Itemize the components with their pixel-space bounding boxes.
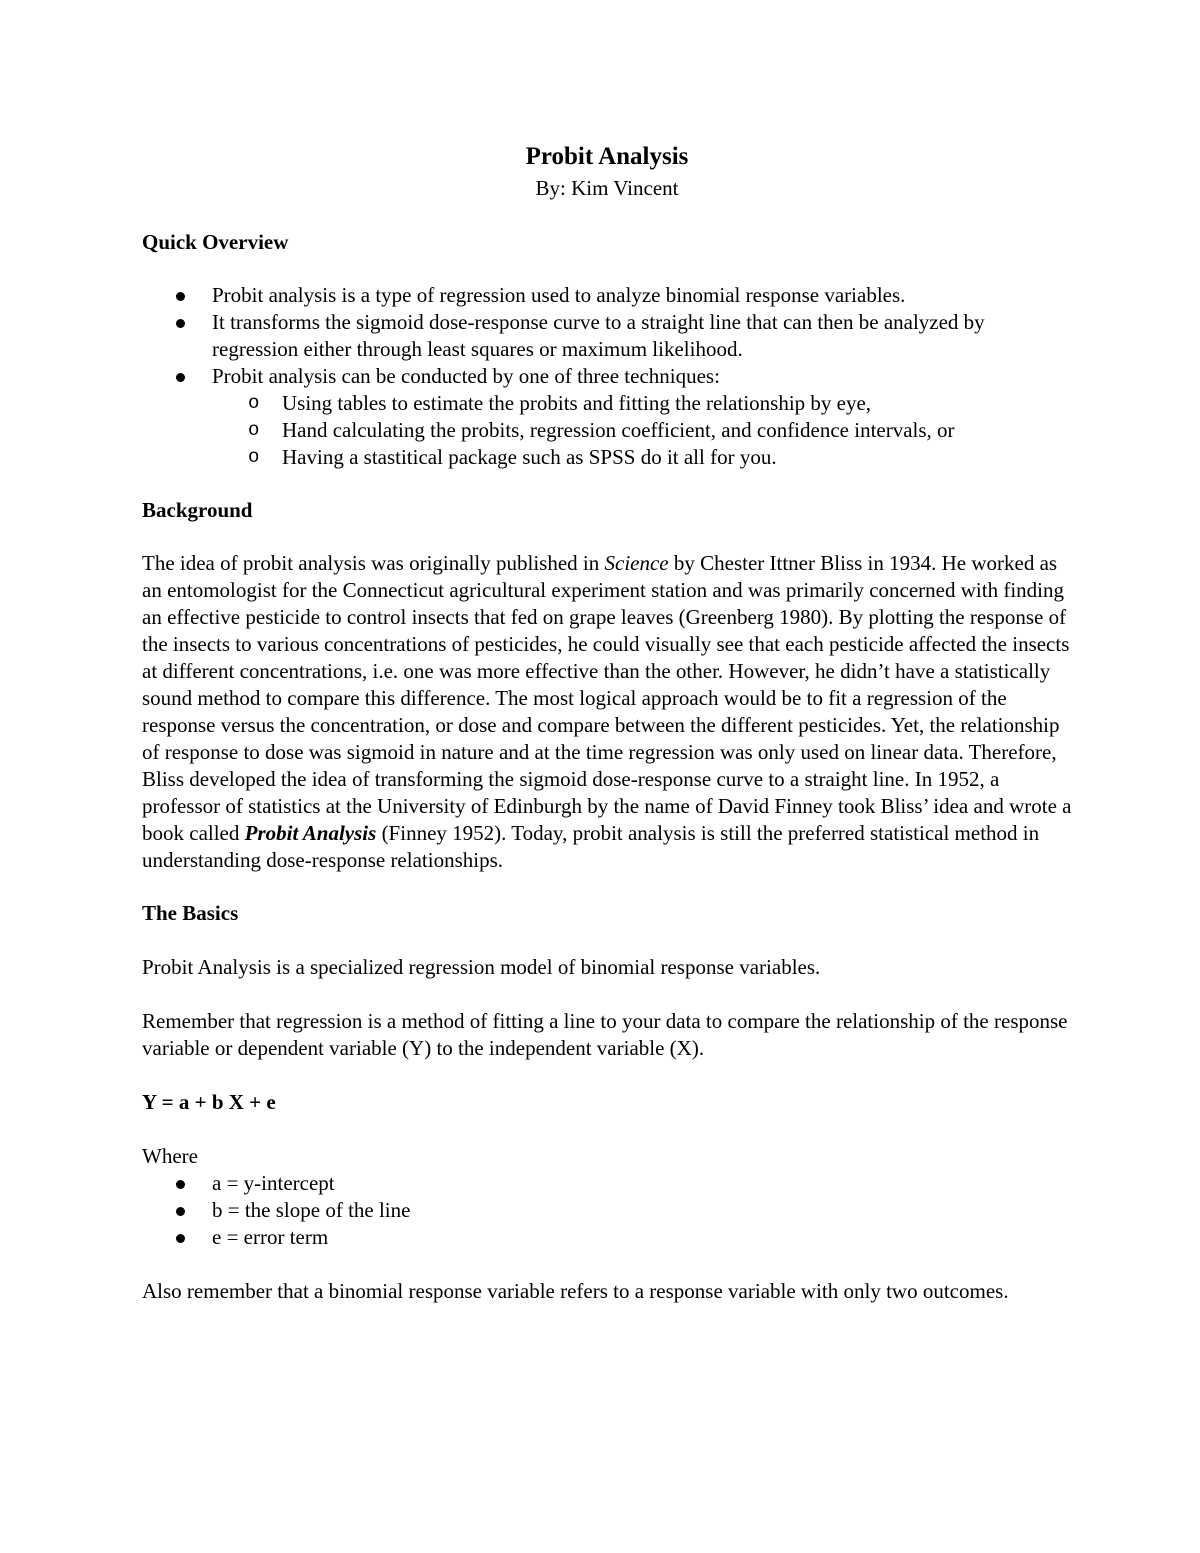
terms-list	[142, 1170, 1072, 1251]
section-heading-overview: Quick Overview	[142, 230, 289, 254]
list-item	[142, 282, 1072, 309]
sublist-item	[142, 417, 1072, 444]
document-title: Probit Analysis	[525, 143, 689, 170]
sublist-item	[142, 444, 1072, 471]
overview-list	[142, 282, 1072, 471]
sublist-item-text: Having a stastitical package such as SPSS do it all for you.	[282, 445, 777, 469]
circle-bullet-icon: o	[248, 446, 260, 468]
list-item-text: Probit analysis is a type of regression used to analyze binomial response variables.	[212, 283, 906, 307]
bullet-icon	[176, 1234, 185, 1243]
list-item	[142, 363, 1072, 471]
list-item-text: e = error term	[212, 1225, 329, 1249]
list-item	[142, 1224, 1072, 1251]
sublist-item	[142, 390, 1072, 417]
circle-bullet-icon: o	[248, 419, 260, 441]
technique-sublist	[142, 390, 1072, 471]
document-page	[142, 140, 1072, 1305]
background-text-2: by Chester Ittner Bliss in 1934. He worked as an entomologist for the Connecticut agricultural experiment station and was primarily concerned with finding an effective pesticide to control insects that fed on grape leaves (Greenberg 1980). By plotting the response of the insects to various concentrations of pesticides, he could visually see that each pesticide affected the insects at different concentrations, i.e. one was more effective than the other. However, he didn’t have a statistically sound method to compare this difference. The most logical approach would be to fit a regression of the response versus the concentration, or dose and compare between the different pesticides. Yet, the relationship of response to dose was sigmoid in nature and at the time regression was only used on linear data. Therefore, Bliss developed the idea of transforming the sigmoid dose-response curve to a straight line. In 1952, a professor of statistics at the University of Edinburgh by the name of David Finney took Bliss’ idea and wrote a book called	[142, 551, 1072, 845]
section-heading-basics: The Basics	[142, 901, 239, 925]
where-label: Where	[142, 1144, 198, 1168]
list-item	[142, 1170, 1072, 1197]
list-item-text: b = the slope of the line	[212, 1198, 411, 1222]
journal-name: Science	[604, 551, 669, 575]
background-text-1: The idea of probit analysis was originally published in	[142, 551, 605, 575]
book-title: Probit Analysis	[244, 821, 377, 845]
list-item-text: It transforms the sigmoid dose-response curve to a straight line that can then be analyzed by regression either through least squares or maximum likelihood.	[212, 310, 985, 361]
background-paragraph	[142, 550, 1072, 874]
basics-paragraph-1: Probit Analysis is a specialized regression model of binomial response variables.	[142, 955, 821, 979]
section-heading-background: Background	[142, 498, 253, 522]
list-item-text: Probit analysis can be conducted by one of three techniques:	[212, 364, 720, 388]
basics-paragraph-2: Remember that regression is a method of fitting a line to your data to compare the relationship of the response variable or dependent variable (Y) to the independent variable (X).	[142, 1009, 1068, 1060]
bullet-icon	[176, 1207, 185, 1216]
list-item	[142, 1197, 1072, 1224]
bullet-icon	[176, 292, 185, 301]
background-text-3: (Finney 1952). Today, probit analysis is still the preferred statistical method in understanding dose-response relationships.	[142, 821, 1040, 872]
sublist-item-text: Hand calculating the probits, regression coefficient, and confidence intervals, or	[282, 418, 955, 442]
regression-equation: Y = a + b X + e	[142, 1090, 276, 1114]
list-item-text: a = y-intercept	[212, 1171, 335, 1195]
sublist-item-text: Using tables to estimate the probits and fitting the relationship by eye,	[282, 391, 872, 415]
circle-bullet-icon: o	[248, 392, 260, 414]
bullet-icon	[176, 319, 185, 328]
author-byline: By: Kim Vincent	[535, 176, 679, 200]
bullet-icon	[176, 1180, 185, 1189]
list-item	[142, 309, 1072, 363]
basics-paragraph-3: Also remember that a binomial response variable refers to a response variable with only two outcomes.	[142, 1279, 1009, 1303]
bullet-icon	[176, 373, 185, 382]
